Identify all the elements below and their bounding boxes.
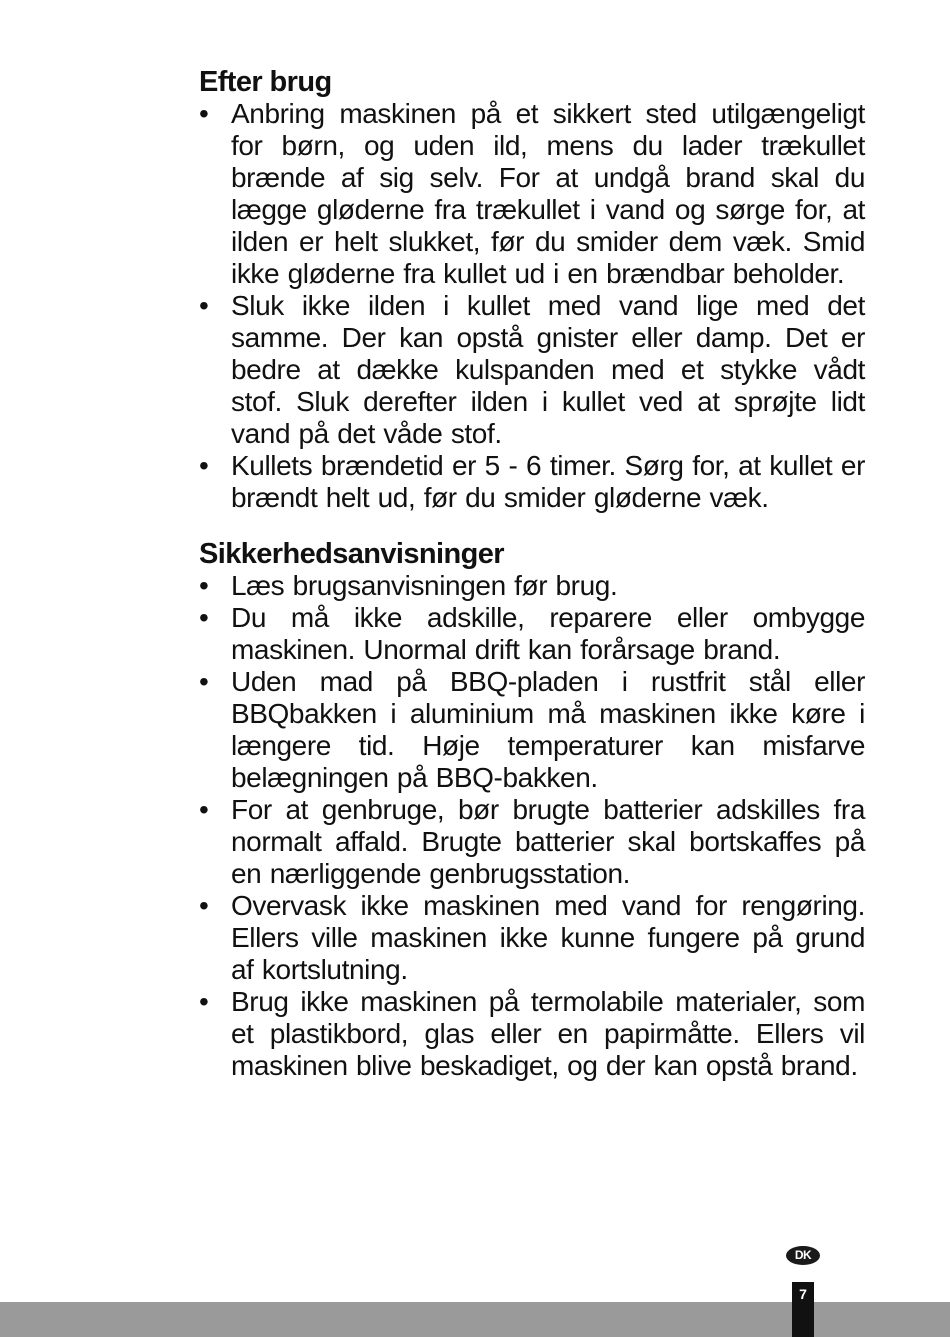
bullet-icon: • [199,986,209,1017]
bullet-icon: • [199,450,209,481]
list-item [199,98,865,290]
section-safety-instructions [199,538,865,1082]
list-item-text: Anbring maskinen på et sikkert sted utilgængeligt for børn, og uden ild, mens du lader trækullet brænde af sig selv. For at undgå brand skal du lægge gløderne fra trækullet i vand og sørge for, at ilden er helt slukket, før du smider dem væk. Smid ikke gløderne fra kullet ud i en brændbar beholder. [231,98,865,289]
list-item-text: Overvask ikke maskinen med vand for rengøring. Ellers ville maskinen ikke kunne fungere på grund af kortslutning. [231,890,865,985]
list-item-text: Du må ikke adskille, reparere eller ombygge maskinen. Unormal drift kan forårsage brand. [231,602,865,665]
list-item [199,602,865,666]
list-item [199,290,865,450]
bullet-icon: • [199,602,209,633]
list-item [199,666,865,794]
bullet-icon: • [199,98,209,129]
bullet-list [199,98,865,514]
list-item-text: Brug ikke maskinen på termolabile materialer, som et plastikbord, glas eller en papirmåtte. Ellers vil maskinen blive beskadiget, og der kan opstå brand. [231,986,865,1081]
bullet-icon: • [199,290,209,321]
bullet-icon: • [199,890,209,921]
list-item [199,794,865,890]
bullet-icon: • [199,794,209,825]
list-item-text: Læs brugsanvisningen før brug. [231,570,618,601]
section-heading: Efter brug [199,66,332,98]
list-item [199,450,865,514]
list-item-text: Sluk ikke ilden i kullet med vand lige med det samme. Der kan opstå gnister eller damp. Det er bedre at dække kulspanden med et stykke vådt stof. Sluk derefter ilden i kullet ved at sprøjte lidt vand på det våde stof. [231,290,865,449]
bullet-list [199,570,865,1082]
list-item [199,570,865,602]
page-content [199,66,865,1106]
list-item-text: Uden mad på BBQ-pladen i rustfrit stål eller BBQbakken i aluminium må maskinen ikke køre i længere tid. Høje temperaturer kan misfarve belægningen på BBQ-bakken. [231,666,865,793]
list-item [199,890,865,986]
section-after-use [199,66,865,514]
bullet-icon: • [199,666,209,697]
page-number: 7 [792,1282,814,1337]
list-item-text: Kullets brændetid er 5 - 6 timer. Sørg for, at kullet er brændt helt ud, før du smider gløderne væk. [231,450,865,513]
bullet-icon: • [199,570,209,601]
list-item [199,986,865,1082]
language-badge: DK [786,1246,820,1265]
section-heading: Sikkerhedsanvisninger [199,538,504,570]
list-item-text: For at genbruge, bør brugte batterier adskilles fra normalt affald. Brugte batterier skal bortskaffes på en nærliggende genbrugsstation. [231,794,865,889]
